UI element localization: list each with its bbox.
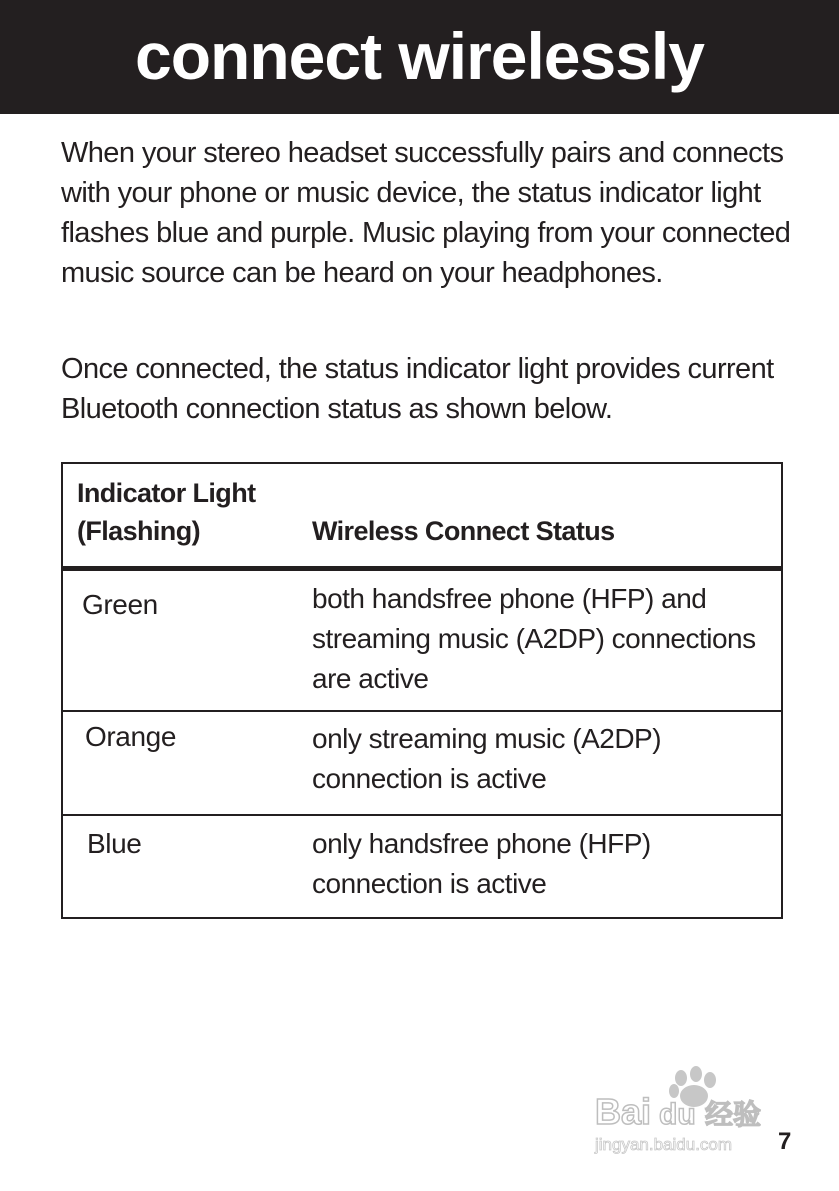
- svg-text:du: du: [659, 1098, 696, 1131]
- header-connect-status: Wireless Connect Status: [312, 516, 615, 546]
- table-row: [63, 571, 781, 712]
- svg-text:Bai: Bai: [595, 1091, 652, 1132]
- baidu-watermark: [593, 1064, 792, 1160]
- intro-paragraph: When your stereo headset successfully pairs and connects with your phone or music device, the status indicator light flashes blue and purple. Music playing from your connected music source can be heard on your headphones.: [61, 137, 791, 289]
- row-status: both handsfree phone (HFP) and streaming music (A2DP) connections are active: [312, 583, 756, 694]
- status-paragraph: Once connected, the status indicator light provides current Bluetooth connection status as shown below.: [61, 353, 774, 425]
- svg-text:jingyan.baidu.com: jingyan.baidu.com: [595, 1135, 733, 1154]
- row-status: only streaming music (A2DP) connection is active: [312, 723, 662, 794]
- row-color: Green: [82, 589, 158, 620]
- row-color: Orange: [85, 721, 176, 752]
- table-row: [63, 712, 781, 816]
- svg-text:经验: 经验: [705, 1098, 762, 1131]
- page-number: 7: [778, 1128, 792, 1155]
- table-row: [63, 816, 781, 917]
- page-title: connect wirelessly: [135, 19, 704, 93]
- header-indicator-light: Indicator Light (Flashing): [77, 478, 256, 546]
- row-status: only handsfree phone (HFP) connection is active: [312, 828, 651, 899]
- status-table: [61, 462, 783, 919]
- row-color: Blue: [87, 828, 142, 859]
- table-header: [63, 464, 781, 571]
- page-header: [0, 0, 839, 114]
